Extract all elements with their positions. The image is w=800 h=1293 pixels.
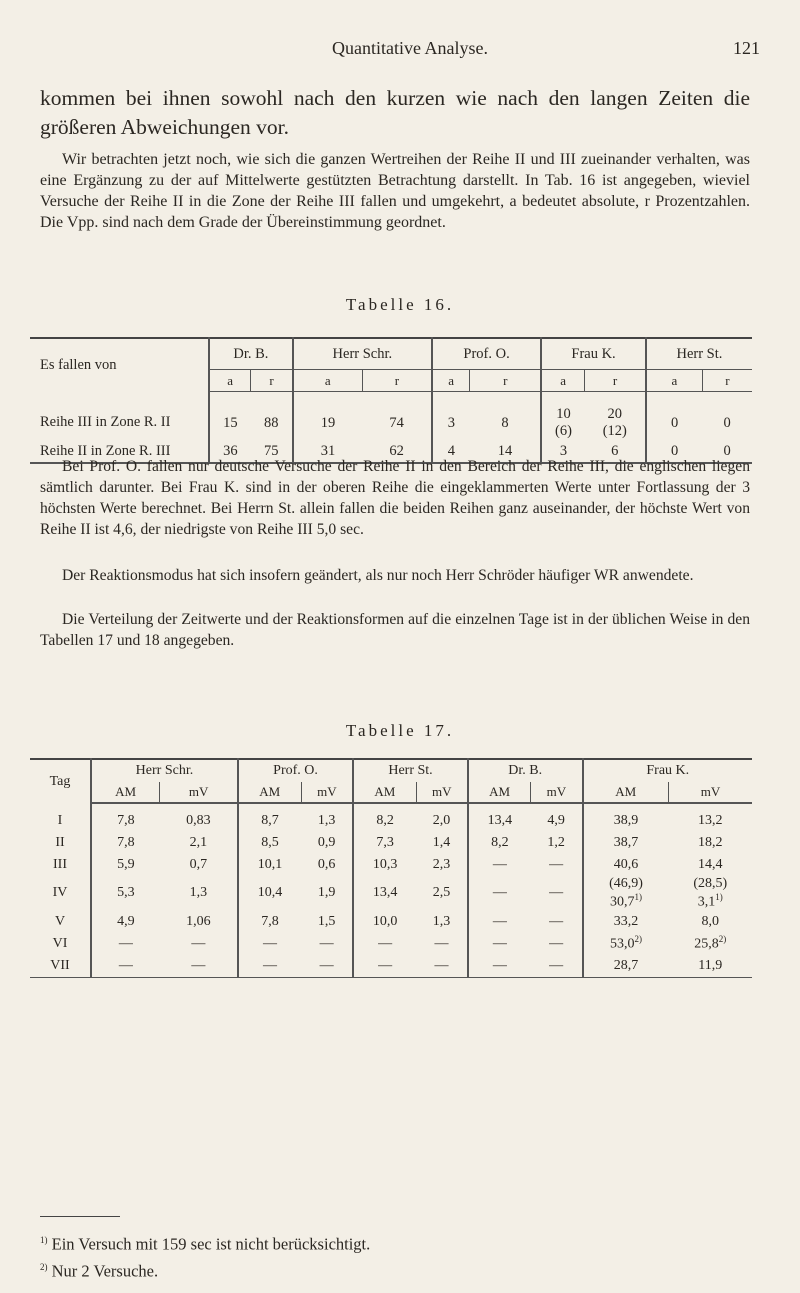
cell: 6: [611, 442, 619, 459]
cell: [301, 803, 353, 832]
cell: [238, 803, 301, 832]
paragraph-2: Bei Prof. O. fallen nur deutsche Versuche der Reihe II in den Bereich der Reihe III, die englischen liegen sämtlich darunter. Bei Frau K. sind in der oberen Reihe die eingeklammerten Werte unter Fortlassung der 3 höchsten Werte berechnet. Bei Herrn St. allein fallen die beiden Reihen ganz auseinander, der höchste Wert von Reihe II ist 4,6, der niedrigste von Reihe III 5,0 sec.: [40, 458, 750, 538]
cell: [301, 911, 353, 933]
cell-value: —: [262, 935, 277, 951]
cell: [668, 933, 752, 955]
cell: [583, 803, 669, 832]
cell: [238, 876, 301, 911]
cell-value: 1,3: [432, 913, 451, 929]
table-16-corner: Es fallen von: [40, 356, 117, 373]
sub-am: AM: [583, 782, 669, 803]
cell-value: —: [191, 935, 206, 951]
table-17-corner: Tag: [49, 773, 71, 789]
sub-a: a: [209, 370, 251, 392]
col-group: Herr Schr.: [293, 338, 432, 370]
table-row: [30, 803, 752, 832]
col-group: Dr. B.: [468, 759, 583, 782]
cell-value: —: [549, 885, 564, 901]
footnote-2: [40, 1256, 760, 1283]
cell-value: 2,1: [189, 835, 208, 850]
cell-sup: 2): [634, 934, 643, 945]
sub-a: a: [646, 370, 702, 392]
cell-value: 10,4: [257, 885, 283, 901]
sub-r: r: [251, 370, 293, 392]
cell-value: 10: [556, 406, 571, 422]
cell: [160, 832, 238, 854]
cell: [91, 832, 160, 854]
cell-value: —: [118, 935, 133, 951]
footnote-text: Ein Versuch mit 159 sec ist nicht berücksichtigt.: [51, 1234, 371, 1254]
table-row: [30, 955, 752, 978]
cell-value: (28,5): [693, 876, 728, 891]
cell-value: —: [434, 957, 449, 973]
cell-value: —: [434, 935, 449, 951]
cell-value: 7,3: [376, 835, 394, 850]
cell: [353, 854, 416, 876]
cell-value: 0,7: [189, 857, 208, 872]
footnote-1: [40, 1229, 760, 1256]
cell-value: 40,6: [613, 857, 639, 872]
cell: 74: [389, 414, 404, 431]
cell-value: 20: [607, 406, 623, 422]
sub-am: AM: [353, 782, 416, 803]
cell: [91, 955, 160, 978]
cell-value: 18,2: [697, 835, 723, 850]
cell: [91, 933, 160, 955]
cell-value: —: [191, 957, 206, 973]
cell: [238, 854, 301, 876]
running-header: [60, 38, 760, 68]
cell: [353, 955, 416, 978]
cell: [583, 911, 669, 933]
cell: [541, 392, 585, 441]
table-row: [30, 933, 752, 955]
cell: [583, 955, 669, 978]
cell: [468, 876, 531, 911]
cell: [353, 876, 416, 911]
cell: [583, 876, 669, 911]
page-number: 121: [733, 38, 760, 58]
cell-extra: 3,1: [697, 894, 716, 910]
footnote-text: Nur 2 Versuche.: [51, 1261, 159, 1280]
table-row: [30, 876, 752, 911]
cell-value: 7,8: [117, 835, 135, 850]
cell: 0: [646, 440, 702, 463]
cell: 19: [293, 392, 363, 441]
cell-value: 0,83: [186, 813, 211, 828]
cell-value: —: [262, 957, 277, 973]
cell-value: 8,2: [491, 835, 509, 850]
row-tag: I: [57, 812, 63, 828]
cell-value: —: [492, 935, 507, 951]
cell-value: (46,9): [609, 876, 643, 891]
cell-value: 8,0: [701, 913, 719, 929]
cell: [468, 933, 531, 955]
cell-sup: 1): [715, 892, 723, 902]
cell: 88: [264, 414, 279, 431]
cell-value: 5,3: [117, 885, 135, 901]
col-group: Frau K.: [541, 338, 646, 370]
row-tag: III: [53, 857, 67, 872]
paragraph-3: Der Reaktionsmodus hat sich insofern geändert, als nur noch Herr Schröder häufiger WR anwendete.: [62, 567, 694, 584]
lead-paragraph: kommen bei ihnen sowohl nach den kurzen wie nach den langen Zeiten die größeren Abweichungen vor.: [40, 86, 750, 139]
cell: [353, 933, 416, 955]
cell: [668, 955, 752, 978]
cell: 31: [293, 440, 363, 463]
cell: [160, 876, 238, 911]
cell: [468, 955, 531, 978]
row-tag: II: [55, 835, 65, 850]
cell-value: 10,0: [372, 913, 398, 929]
sub-mv: mV: [301, 782, 353, 803]
cell: [468, 854, 531, 876]
row-tag: V: [54, 913, 66, 929]
cell-value: —: [492, 957, 507, 973]
table-row: [30, 911, 752, 933]
row-label: Reihe II in Zone R. III: [40, 442, 171, 459]
sub-mv: mV: [668, 782, 752, 803]
cell-value: 11,9: [698, 957, 723, 973]
cell: [301, 933, 353, 955]
cell-value: 0,6: [317, 857, 336, 872]
cell: [531, 876, 583, 911]
cell: [160, 854, 238, 876]
table-row: [30, 832, 752, 854]
cell: [416, 854, 468, 876]
row-tag: VII: [50, 957, 70, 973]
cell-value: 14,4: [697, 857, 723, 872]
cell-value: 53,0: [610, 936, 635, 952]
cell-value: 25,8: [694, 936, 719, 952]
table-row: [30, 854, 752, 876]
cell: 62: [389, 442, 404, 459]
sub-mv: mV: [416, 782, 468, 803]
cell: [531, 933, 583, 955]
cell-value: 1,9: [317, 885, 336, 901]
cell-value: 8,5: [261, 835, 279, 850]
sub-r: r: [702, 370, 752, 392]
cell-value: 28,7: [613, 957, 639, 973]
cell-value: 4,9: [547, 813, 565, 828]
cell: [238, 911, 301, 933]
cell: [160, 955, 238, 978]
cell: [583, 832, 669, 854]
cell: [238, 933, 301, 955]
cell: [91, 854, 160, 876]
cell-value: —: [492, 885, 507, 901]
cell: [668, 803, 752, 832]
cell: [416, 911, 468, 933]
table-17-caption: Tabelle 17.: [345, 721, 455, 740]
cell: [585, 392, 646, 441]
cell: [416, 803, 468, 832]
cell-value: 33,2: [613, 913, 639, 929]
cell-value: 1,06: [186, 913, 211, 929]
sub-a: a: [432, 370, 470, 392]
cell: [531, 955, 583, 978]
cell-value: 1,3: [317, 813, 336, 828]
cell: [531, 803, 583, 832]
cell: 36: [209, 440, 251, 463]
cell: [416, 876, 468, 911]
cell-value: 7,8: [117, 813, 135, 828]
cell: [416, 955, 468, 978]
col-group: Prof. O.: [238, 759, 353, 782]
cell-sup: 2): [718, 934, 727, 945]
sub-am: AM: [91, 782, 160, 803]
cell: 4: [432, 440, 470, 463]
table-16: [30, 337, 752, 464]
cell-value: —: [378, 935, 393, 951]
row-tag: VI: [52, 935, 68, 951]
sub-r: r: [470, 370, 541, 392]
cell-value: 2,5: [432, 885, 451, 901]
cell: 14: [497, 442, 513, 459]
cell: 8: [501, 414, 509, 431]
cell: [668, 854, 752, 876]
cell-sup: 1): [634, 892, 643, 902]
cell: 75: [264, 442, 279, 459]
paragraph-4: Die Verteilung der Zeitwerte und der Reaktionsformen auf die einzelnen Tage ist in der üblichen Weise in den Tabellen 17 und 18 angegeben.: [40, 611, 750, 649]
cell: [583, 854, 669, 876]
cell: [160, 911, 238, 933]
cell-paren: (12): [602, 423, 627, 439]
cell: [583, 933, 669, 955]
cell: [91, 876, 160, 911]
cell-value: —: [549, 935, 564, 951]
table-row: [30, 392, 752, 441]
cell: [468, 832, 531, 854]
cell: [238, 832, 301, 854]
paragraph-1: Wir betrachten jetzt noch, wie sich die ganzen Wertreihen der Reihe II und III zueinander verhalten, was eine Ergänzung zu der auf Mittelwerte gestützten Betrachtung darstellt. In Tab. 16 ist angegeben, wieviel Versuche der Reihe II in die Zone der Reihe III fallen und umgekehrt, a bedeutet absolute, r Prozentzahlen. Die Vpp. sind nach dem Grade der Übereinstimmung geordnet.: [40, 151, 750, 231]
cell-value: —: [492, 857, 507, 872]
cell-value: 38,7: [613, 835, 639, 850]
cell-value: —: [549, 857, 564, 872]
cell: 0: [723, 414, 731, 431]
cell: [353, 803, 416, 832]
cell-value: 1,5: [317, 913, 336, 929]
cell: 15: [209, 392, 251, 441]
cell-value: 5,9: [117, 857, 135, 872]
cell: [531, 911, 583, 933]
sub-am: AM: [468, 782, 531, 803]
cell: [238, 955, 301, 978]
cell: [531, 854, 583, 876]
cell-value: 1,3: [189, 885, 208, 901]
cell: [531, 832, 583, 854]
col-group: Herr St.: [353, 759, 468, 782]
cell-value: 10,1: [257, 857, 283, 872]
cell: 3: [432, 392, 470, 441]
sub-mv: mV: [531, 782, 583, 803]
cell-paren: (6): [554, 423, 572, 439]
cell: [301, 955, 353, 978]
cell-value: 0,9: [317, 835, 336, 850]
cell: [160, 803, 238, 832]
cell: [353, 911, 416, 933]
cell: 0: [723, 442, 731, 459]
footnote-mark: 2): [40, 1261, 48, 1272]
cell-value: 2,3: [432, 857, 451, 872]
cell: [353, 832, 416, 854]
sub-r: r: [362, 370, 432, 392]
cell: [668, 832, 752, 854]
cell: 3: [541, 440, 585, 463]
cell-value: —: [378, 957, 393, 973]
cell-value: 8,7: [261, 813, 279, 828]
cell: [416, 832, 468, 854]
cell: 0: [646, 392, 702, 441]
cell-value: 7,8: [261, 913, 279, 929]
cell: [668, 876, 752, 911]
cell-value: 1,2: [547, 835, 565, 850]
row-tag: IV: [52, 885, 68, 901]
cell: [301, 876, 353, 911]
col-group: Frau K.: [583, 759, 752, 782]
sub-a: a: [293, 370, 363, 392]
cell: [160, 933, 238, 955]
header-title: Quantitative Analyse.: [332, 38, 488, 58]
col-group: Prof. O.: [432, 338, 541, 370]
cell-value: 13,4: [372, 885, 398, 901]
col-group: Dr. B.: [209, 338, 293, 370]
table-17: [30, 758, 752, 978]
cell-value: —: [549, 913, 564, 929]
cell: [416, 933, 468, 955]
cell-value: 8,2: [376, 813, 394, 828]
cell-value: —: [118, 957, 133, 973]
cell: [301, 854, 353, 876]
cell-value: —: [549, 957, 564, 973]
cell: [301, 832, 353, 854]
cell: [468, 803, 531, 832]
sub-r: r: [585, 370, 646, 392]
sub-mv: mV: [160, 782, 238, 803]
footnotes: [40, 1229, 760, 1282]
table-17-body: [30, 803, 752, 977]
cell-value: 38,9: [613, 813, 639, 828]
footnote-mark: 1): [40, 1235, 48, 1245]
cell-value: —: [319, 935, 334, 951]
footnote-rule: [40, 1216, 120, 1217]
cell-value: 10,3: [372, 857, 398, 872]
col-group: Herr Schr.: [91, 759, 238, 782]
cell-value: 4,9: [117, 913, 135, 929]
cell-value: 13,4: [487, 813, 513, 828]
sub-a: a: [541, 370, 585, 392]
row-label: Reihe III in Zone R. II: [40, 414, 171, 431]
cell-value: 2,0: [432, 813, 451, 828]
col-group: Herr St.: [646, 338, 752, 370]
cell: [91, 911, 160, 933]
cell-value: —: [492, 913, 507, 929]
cell-value: —: [319, 957, 334, 973]
cell: [468, 911, 531, 933]
cell-value: 1,4: [432, 835, 451, 850]
sub-am: AM: [238, 782, 301, 803]
cell: [91, 803, 160, 832]
cell-extra: 30,7: [610, 894, 635, 910]
table-16-caption: Tabelle 16.: [345, 295, 455, 314]
cell: [668, 911, 752, 933]
cell-value: 13,2: [697, 813, 723, 828]
